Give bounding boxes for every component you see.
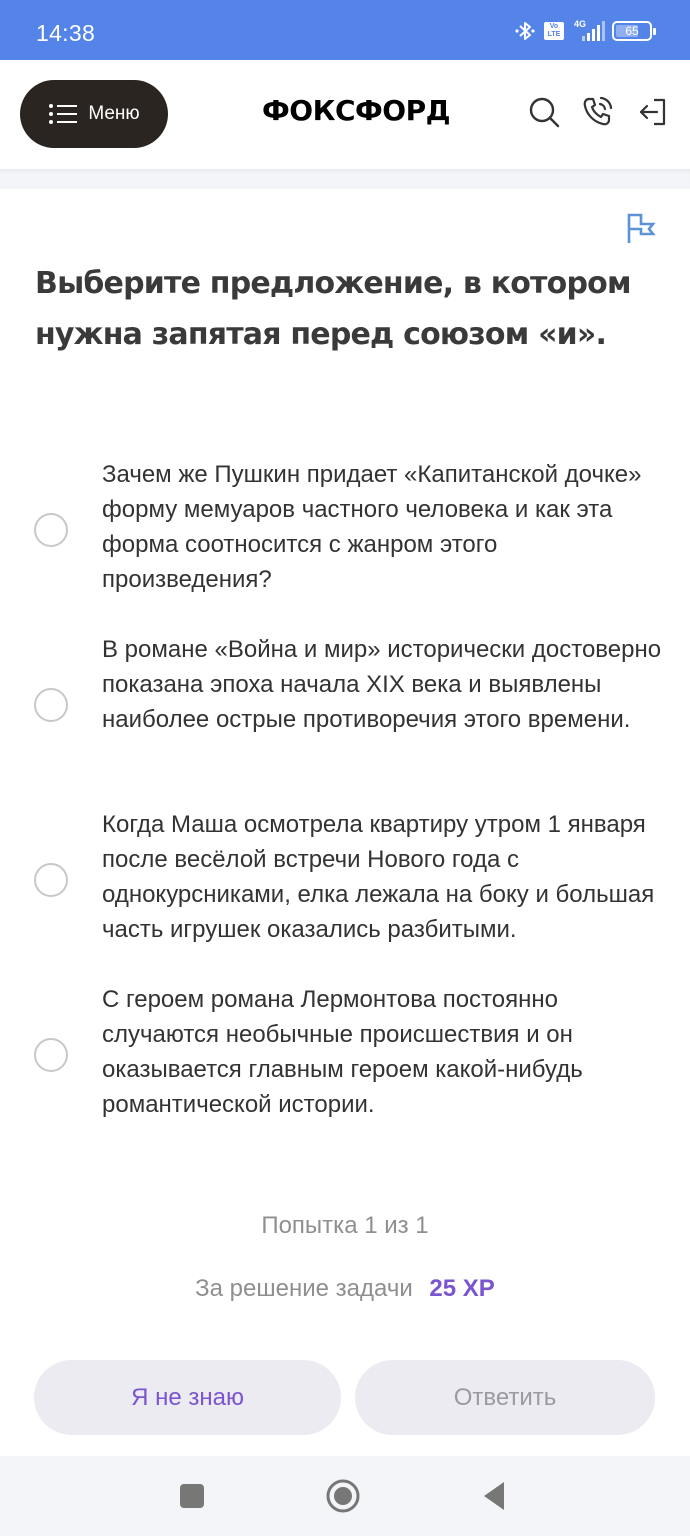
logout-icon[interactable] bbox=[637, 96, 669, 128]
answer-option-2[interactable] bbox=[0, 632, 690, 807]
bluetooth-icon bbox=[514, 19, 536, 43]
status-bar bbox=[0, 0, 690, 60]
radio-button[interactable] bbox=[34, 1038, 68, 1072]
dont-know-button[interactable]: Я не знаю bbox=[34, 1360, 341, 1435]
radio-button[interactable] bbox=[34, 513, 68, 547]
reward-xp: 25 XP bbox=[429, 1275, 495, 1302]
option-text: В романе «Война и мир» исторически достоверно показана эпоха начала XIX века и выявлены наиболее острые противоречия этого времени. bbox=[102, 636, 662, 733]
option-text: Когда Маша осмотрела квартиру утром 1 января после весёлой встречи Нового года с однокурсниками, елка лежала на боку и большая часть игрушек оказались разбитыми. bbox=[102, 811, 655, 943]
option-text: Зачем же Пушкин придает «Капитанской дочке» форму мемуаров частного человека и как эта форма соотносится с жанром этого произведения? bbox=[102, 461, 642, 593]
answer-option-4[interactable] bbox=[0, 982, 690, 1157]
logo[interactable]: ФОКСФОРД bbox=[262, 94, 451, 127]
radio-button[interactable] bbox=[34, 688, 68, 722]
header-divider bbox=[0, 169, 690, 189]
answer-options bbox=[0, 457, 690, 1157]
app-header bbox=[0, 60, 690, 169]
battery-icon: 65 bbox=[612, 21, 652, 41]
signal-icon: 4G bbox=[572, 19, 604, 43]
report-flag-icon[interactable] bbox=[626, 212, 656, 244]
answer-option-1[interactable] bbox=[0, 457, 690, 632]
menu-button[interactable] bbox=[20, 80, 168, 148]
search-icon[interactable] bbox=[528, 96, 560, 128]
recents-icon[interactable] bbox=[174, 1478, 210, 1514]
answer-button[interactable]: Ответить bbox=[355, 1360, 655, 1435]
list-icon bbox=[48, 103, 78, 125]
option-text: С героем романа Лермонтова постоянно случаются необычные происшествия и он оказывается главным героем какой-нибудь романтической истории. bbox=[102, 986, 583, 1118]
system-nav-bar bbox=[0, 1456, 690, 1536]
volte-icon: Vo LTE bbox=[544, 22, 564, 40]
back-icon[interactable] bbox=[476, 1478, 512, 1514]
status-time: 14:38 bbox=[36, 20, 96, 46]
question-title: Выберите предложение, в котором нужна запятая перед союзом «и». bbox=[35, 266, 631, 352]
home-icon[interactable] bbox=[325, 1478, 361, 1514]
reward-label: За решение задачи bbox=[195, 1275, 413, 1302]
attempt-counter: Попытка 1 из 1 bbox=[261, 1212, 429, 1239]
reward-info bbox=[0, 1275, 690, 1303]
radio-button[interactable] bbox=[34, 863, 68, 897]
status-icons bbox=[514, 18, 652, 44]
phone-icon[interactable] bbox=[582, 96, 614, 128]
menu-label: Меню bbox=[88, 103, 140, 124]
answer-option-3[interactable] bbox=[0, 807, 690, 982]
